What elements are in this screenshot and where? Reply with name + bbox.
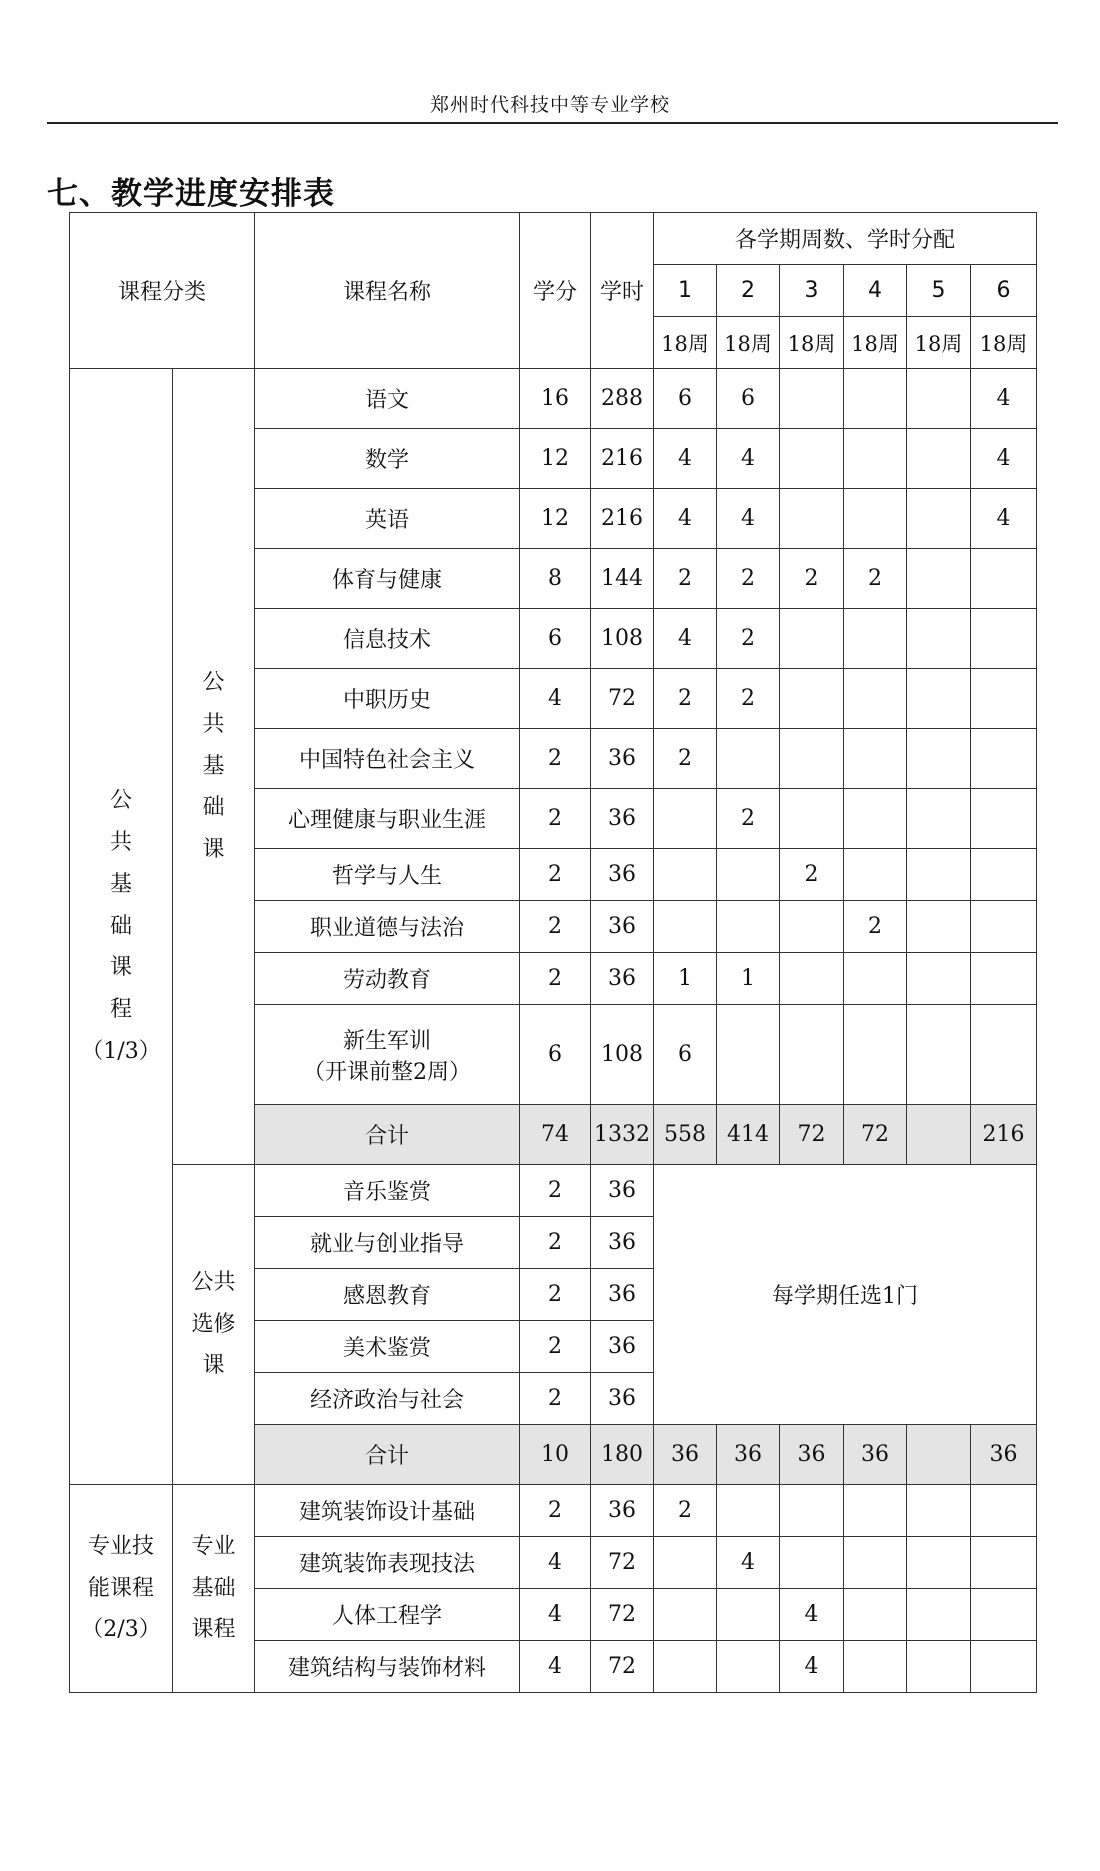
semester-hours — [780, 369, 844, 429]
semester-hours — [907, 1589, 971, 1641]
semester-hours: 2 — [844, 549, 907, 609]
course-credits: 2 — [520, 849, 591, 901]
semester-hours: 2 — [717, 789, 780, 849]
total-hours: 180 — [591, 1425, 654, 1485]
semester-number: 4 — [844, 265, 907, 317]
total-label: 合计 — [255, 1105, 520, 1165]
course-hours: 108 — [591, 1005, 654, 1105]
semester-hours — [717, 729, 780, 789]
course-hours: 108 — [591, 609, 654, 669]
semester-hours — [717, 1641, 780, 1693]
total-semester-hours: 36 — [971, 1425, 1037, 1485]
semester-hours: 4 — [654, 489, 717, 549]
course-credits: 12 — [520, 489, 591, 549]
course-name: 人体工程学 — [255, 1589, 520, 1641]
subcategory-public-required-line: 础 — [202, 795, 225, 821]
semester-hours: 4 — [780, 1641, 844, 1693]
semester-hours — [907, 609, 971, 669]
subcategory-public-required-line: 共 — [202, 711, 225, 737]
semester-hours — [971, 669, 1037, 729]
semester-hours — [844, 429, 907, 489]
course-credits: 12 — [520, 429, 591, 489]
semester-number: 2 — [717, 265, 780, 317]
schedule-table — [69, 212, 1037, 1693]
semester-hours — [907, 953, 971, 1005]
semester-hours — [780, 789, 844, 849]
total-label: 合计 — [255, 1425, 520, 1485]
semester-hours: 4 — [971, 369, 1037, 429]
semester-hours: 2 — [717, 549, 780, 609]
semester-hours: 2 — [654, 549, 717, 609]
semester-hours — [844, 729, 907, 789]
course-credits: 2 — [520, 1269, 591, 1321]
course-credits: 4 — [520, 1641, 591, 1693]
course-hours: 144 — [591, 549, 654, 609]
category-professional-line: 能课程 — [87, 1575, 154, 1601]
course-credits: 8 — [520, 549, 591, 609]
course-name: 建筑装饰设计基础 — [255, 1485, 520, 1537]
semester-weeks: 18周 — [907, 317, 971, 369]
course-hours: 36 — [591, 1165, 654, 1217]
semester-hours: 2 — [654, 1485, 717, 1537]
course-hours: 36 — [591, 729, 654, 789]
semester-hours — [844, 369, 907, 429]
semester-hours — [907, 901, 971, 953]
total-semester-hours: 36 — [780, 1425, 844, 1485]
header-rule — [47, 122, 1058, 124]
course-hours: 36 — [591, 1217, 654, 1269]
semester-weeks: 18周 — [654, 317, 717, 369]
semester-hours — [844, 489, 907, 549]
total-semester-hours: 36 — [844, 1425, 907, 1485]
semester-hours — [654, 901, 717, 953]
semester-hours — [717, 1005, 780, 1105]
semester-weeks: 18周 — [717, 317, 780, 369]
semester-hours — [844, 1641, 907, 1693]
semester-hours — [907, 729, 971, 789]
semester-hours: 4 — [717, 1537, 780, 1589]
course-hours: 216 — [591, 489, 654, 549]
subcategory-public-elective-line: 公共 — [191, 1269, 236, 1295]
semester-hours — [907, 1537, 971, 1589]
semester-hours — [780, 1485, 844, 1537]
category-public-basic-line: 程 — [109, 997, 132, 1023]
semester-number: 1 — [654, 265, 717, 317]
semester-hours — [971, 1485, 1037, 1537]
course-hours: 36 — [591, 953, 654, 1005]
subcategory-professional-basic-line: 基础 — [191, 1575, 236, 1601]
total-semester-hours: 36 — [654, 1425, 717, 1485]
semester-hours: 4 — [717, 489, 780, 549]
course-name — [255, 1005, 520, 1105]
semester-hours: 2 — [654, 669, 717, 729]
semester-number: 3 — [780, 265, 844, 317]
header-semester-group: 各学期周数、学时分配 — [654, 213, 1037, 265]
semester-hours — [907, 549, 971, 609]
header-course-name: 课程名称 — [255, 213, 520, 369]
semester-weeks: 18周 — [971, 317, 1037, 369]
elective-note: 每学期任选1门 — [654, 1165, 1037, 1425]
course-hours: 36 — [591, 1321, 654, 1373]
course-credits: 4 — [520, 669, 591, 729]
category-public-basic-line: 共 — [109, 830, 132, 855]
total-hours: 1332 — [591, 1105, 654, 1165]
course-credits: 2 — [520, 953, 591, 1005]
semester-hours — [907, 1641, 971, 1693]
subcategory-public-required-line: 课 — [202, 837, 225, 863]
total-semester-hours: 36 — [717, 1425, 780, 1485]
semester-hours — [907, 1005, 971, 1105]
semester-hours — [780, 489, 844, 549]
semester-hours — [780, 1005, 844, 1105]
category-public-basic-line: 基 — [109, 871, 132, 897]
table-row — [70, 1165, 1037, 1217]
course-name: 就业与创业指导 — [255, 1217, 520, 1269]
category-professional-line: （2/3） — [81, 1617, 161, 1643]
course-hours: 36 — [591, 1373, 654, 1425]
semester-hours: 2 — [654, 729, 717, 789]
total-credits: 74 — [520, 1105, 591, 1165]
total-semester-hours: 72 — [780, 1105, 844, 1165]
course-name: 哲学与人生 — [255, 849, 520, 901]
semester-hours — [971, 1537, 1037, 1589]
semester-hours — [654, 789, 717, 849]
course-name: 体育与健康 — [255, 549, 520, 609]
semester-hours: 1 — [717, 953, 780, 1005]
semester-hours — [780, 429, 844, 489]
semester-hours — [971, 549, 1037, 609]
course-name: 中职历史 — [255, 669, 520, 729]
semester-hours: 4 — [654, 609, 717, 669]
table-row — [70, 1485, 1037, 1537]
course-name-line: 新生军训 — [343, 1028, 432, 1054]
course-hours: 288 — [591, 369, 654, 429]
course-name: 感恩教育 — [255, 1269, 520, 1321]
semester-hours: 2 — [844, 901, 907, 953]
course-hours: 36 — [591, 1269, 654, 1321]
semester-weeks: 18周 — [780, 317, 844, 369]
course-hours: 72 — [591, 669, 654, 729]
course-credits: 2 — [520, 1165, 591, 1217]
subcategory-public-required-line: 基 — [202, 753, 225, 779]
course-credits: 2 — [520, 1217, 591, 1269]
semester-hours: 2 — [780, 549, 844, 609]
semester-hours: 2 — [717, 669, 780, 729]
total-semester-hours: 216 — [971, 1105, 1037, 1165]
course-credits: 4 — [520, 1537, 591, 1589]
semester-hours — [844, 1485, 907, 1537]
subcategory-professional-basic — [173, 1485, 255, 1693]
subcategory-public-elective — [173, 1165, 255, 1485]
course-credits: 6 — [520, 609, 591, 669]
semester-hours — [654, 1641, 717, 1693]
semester-hours: 2 — [780, 849, 844, 901]
course-credits: 2 — [520, 1373, 591, 1425]
semester-hours — [717, 1485, 780, 1537]
subcategory-public-elective-line: 课 — [202, 1353, 225, 1379]
subcategory-public-required-line: 公 — [202, 670, 225, 695]
semester-hours — [844, 1005, 907, 1105]
semester-hours — [971, 1589, 1037, 1641]
semester-hours — [780, 729, 844, 789]
semester-hours — [971, 609, 1037, 669]
semester-number: 6 — [971, 265, 1037, 317]
course-name: 心理健康与职业生涯 — [255, 789, 520, 849]
semester-hours — [780, 953, 844, 1005]
total-semester-hours: 414 — [717, 1105, 780, 1165]
semester-number: 5 — [907, 265, 971, 317]
category-public-basic-line: （1/3） — [81, 1038, 161, 1064]
subcategory-professional-basic-line: 专业 — [191, 1533, 236, 1559]
semester-hours — [844, 1537, 907, 1589]
semester-hours — [780, 1537, 844, 1589]
semester-hours: 4 — [654, 429, 717, 489]
semester-hours — [971, 729, 1037, 789]
section-title: 七、教学进度安排表 — [47, 176, 335, 212]
semester-hours — [907, 789, 971, 849]
total-semester-hours — [907, 1105, 971, 1165]
semester-hours — [717, 1589, 780, 1641]
total-credits: 10 — [520, 1425, 591, 1485]
table-row — [70, 369, 1037, 429]
semester-hours — [717, 901, 780, 953]
semester-hours — [654, 849, 717, 901]
course-name: 数学 — [255, 429, 520, 489]
semester-hours — [844, 849, 907, 901]
course-hours: 216 — [591, 429, 654, 489]
semester-hours — [971, 1641, 1037, 1693]
subcategory-public-required — [173, 369, 255, 1165]
total-semester-hours — [907, 1425, 971, 1485]
semester-hours: 4 — [971, 489, 1037, 549]
semester-hours — [971, 953, 1037, 1005]
course-hours: 72 — [591, 1537, 654, 1589]
subcategory-public-elective-line: 选修 — [191, 1311, 236, 1337]
course-hours: 36 — [591, 849, 654, 901]
course-name: 中国特色社会主义 — [255, 729, 520, 789]
course-hours: 72 — [591, 1589, 654, 1641]
semester-hours — [907, 369, 971, 429]
semester-hours — [844, 609, 907, 669]
course-credits: 2 — [520, 1321, 591, 1373]
semester-hours: 4 — [717, 429, 780, 489]
semester-hours: 4 — [780, 1589, 844, 1641]
semester-hours: 2 — [717, 609, 780, 669]
semester-hours — [907, 849, 971, 901]
subcategory-professional-basic-line: 课程 — [191, 1617, 236, 1643]
total-semester-hours: 72 — [844, 1105, 907, 1165]
semester-hours — [971, 901, 1037, 953]
course-name: 建筑装饰表现技法 — [255, 1537, 520, 1589]
semester-weeks: 18周 — [844, 317, 907, 369]
category-public-basic-line: 公 — [109, 788, 132, 814]
header-hours: 学时 — [591, 213, 654, 369]
course-name: 美术鉴赏 — [255, 1321, 520, 1373]
course-name: 经济政治与社会 — [255, 1373, 520, 1425]
semester-hours — [780, 609, 844, 669]
semester-hours — [907, 669, 971, 729]
semester-hours: 4 — [971, 429, 1037, 489]
semester-hours: 6 — [654, 1005, 717, 1105]
category-professional-line: 专业技 — [87, 1533, 154, 1559]
course-hours: 36 — [591, 1485, 654, 1537]
semester-hours: 6 — [654, 369, 717, 429]
course-credits: 4 — [520, 1589, 591, 1641]
semester-hours — [780, 901, 844, 953]
page-header: 郑州时代科技中等专业学校 — [429, 94, 670, 116]
semester-hours — [654, 1537, 717, 1589]
header-credits: 学分 — [520, 213, 591, 369]
semester-hours — [844, 1589, 907, 1641]
semester-hours — [844, 789, 907, 849]
course-name-line: （开课前整2周） — [303, 1059, 472, 1085]
course-name: 音乐鉴赏 — [255, 1165, 520, 1217]
course-name: 职业道德与法治 — [255, 901, 520, 953]
semester-hours — [971, 1005, 1037, 1105]
semester-hours — [971, 849, 1037, 901]
semester-hours — [907, 429, 971, 489]
course-name: 信息技术 — [255, 609, 520, 669]
category-public-basic-line: 础 — [109, 913, 132, 939]
semester-hours — [907, 489, 971, 549]
course-name: 劳动教育 — [255, 953, 520, 1005]
course-credits: 2 — [520, 901, 591, 953]
course-name: 英语 — [255, 489, 520, 549]
total-semester-hours: 558 — [654, 1105, 717, 1165]
course-credits: 16 — [520, 369, 591, 429]
course-name: 语文 — [255, 369, 520, 429]
semester-hours — [780, 669, 844, 729]
course-credits: 2 — [520, 1485, 591, 1537]
course-credits: 6 — [520, 1005, 591, 1105]
semester-hours — [907, 1485, 971, 1537]
category-public-basic — [70, 369, 173, 1485]
course-hours: 36 — [591, 789, 654, 849]
course-credits: 2 — [520, 729, 591, 789]
semester-hours: 1 — [654, 953, 717, 1005]
semester-hours — [971, 789, 1037, 849]
semester-hours — [654, 1589, 717, 1641]
course-name: 建筑结构与装饰材料 — [255, 1641, 520, 1693]
course-credits: 2 — [520, 789, 591, 849]
semester-hours — [717, 849, 780, 901]
category-public-basic-line: 课 — [109, 955, 132, 981]
category-professional — [70, 1485, 173, 1693]
course-hours: 36 — [591, 901, 654, 953]
header-category: 课程分类 — [70, 213, 255, 369]
semester-hours — [844, 953, 907, 1005]
semester-hours — [844, 669, 907, 729]
course-hours: 72 — [591, 1641, 654, 1693]
semester-hours: 6 — [717, 369, 780, 429]
